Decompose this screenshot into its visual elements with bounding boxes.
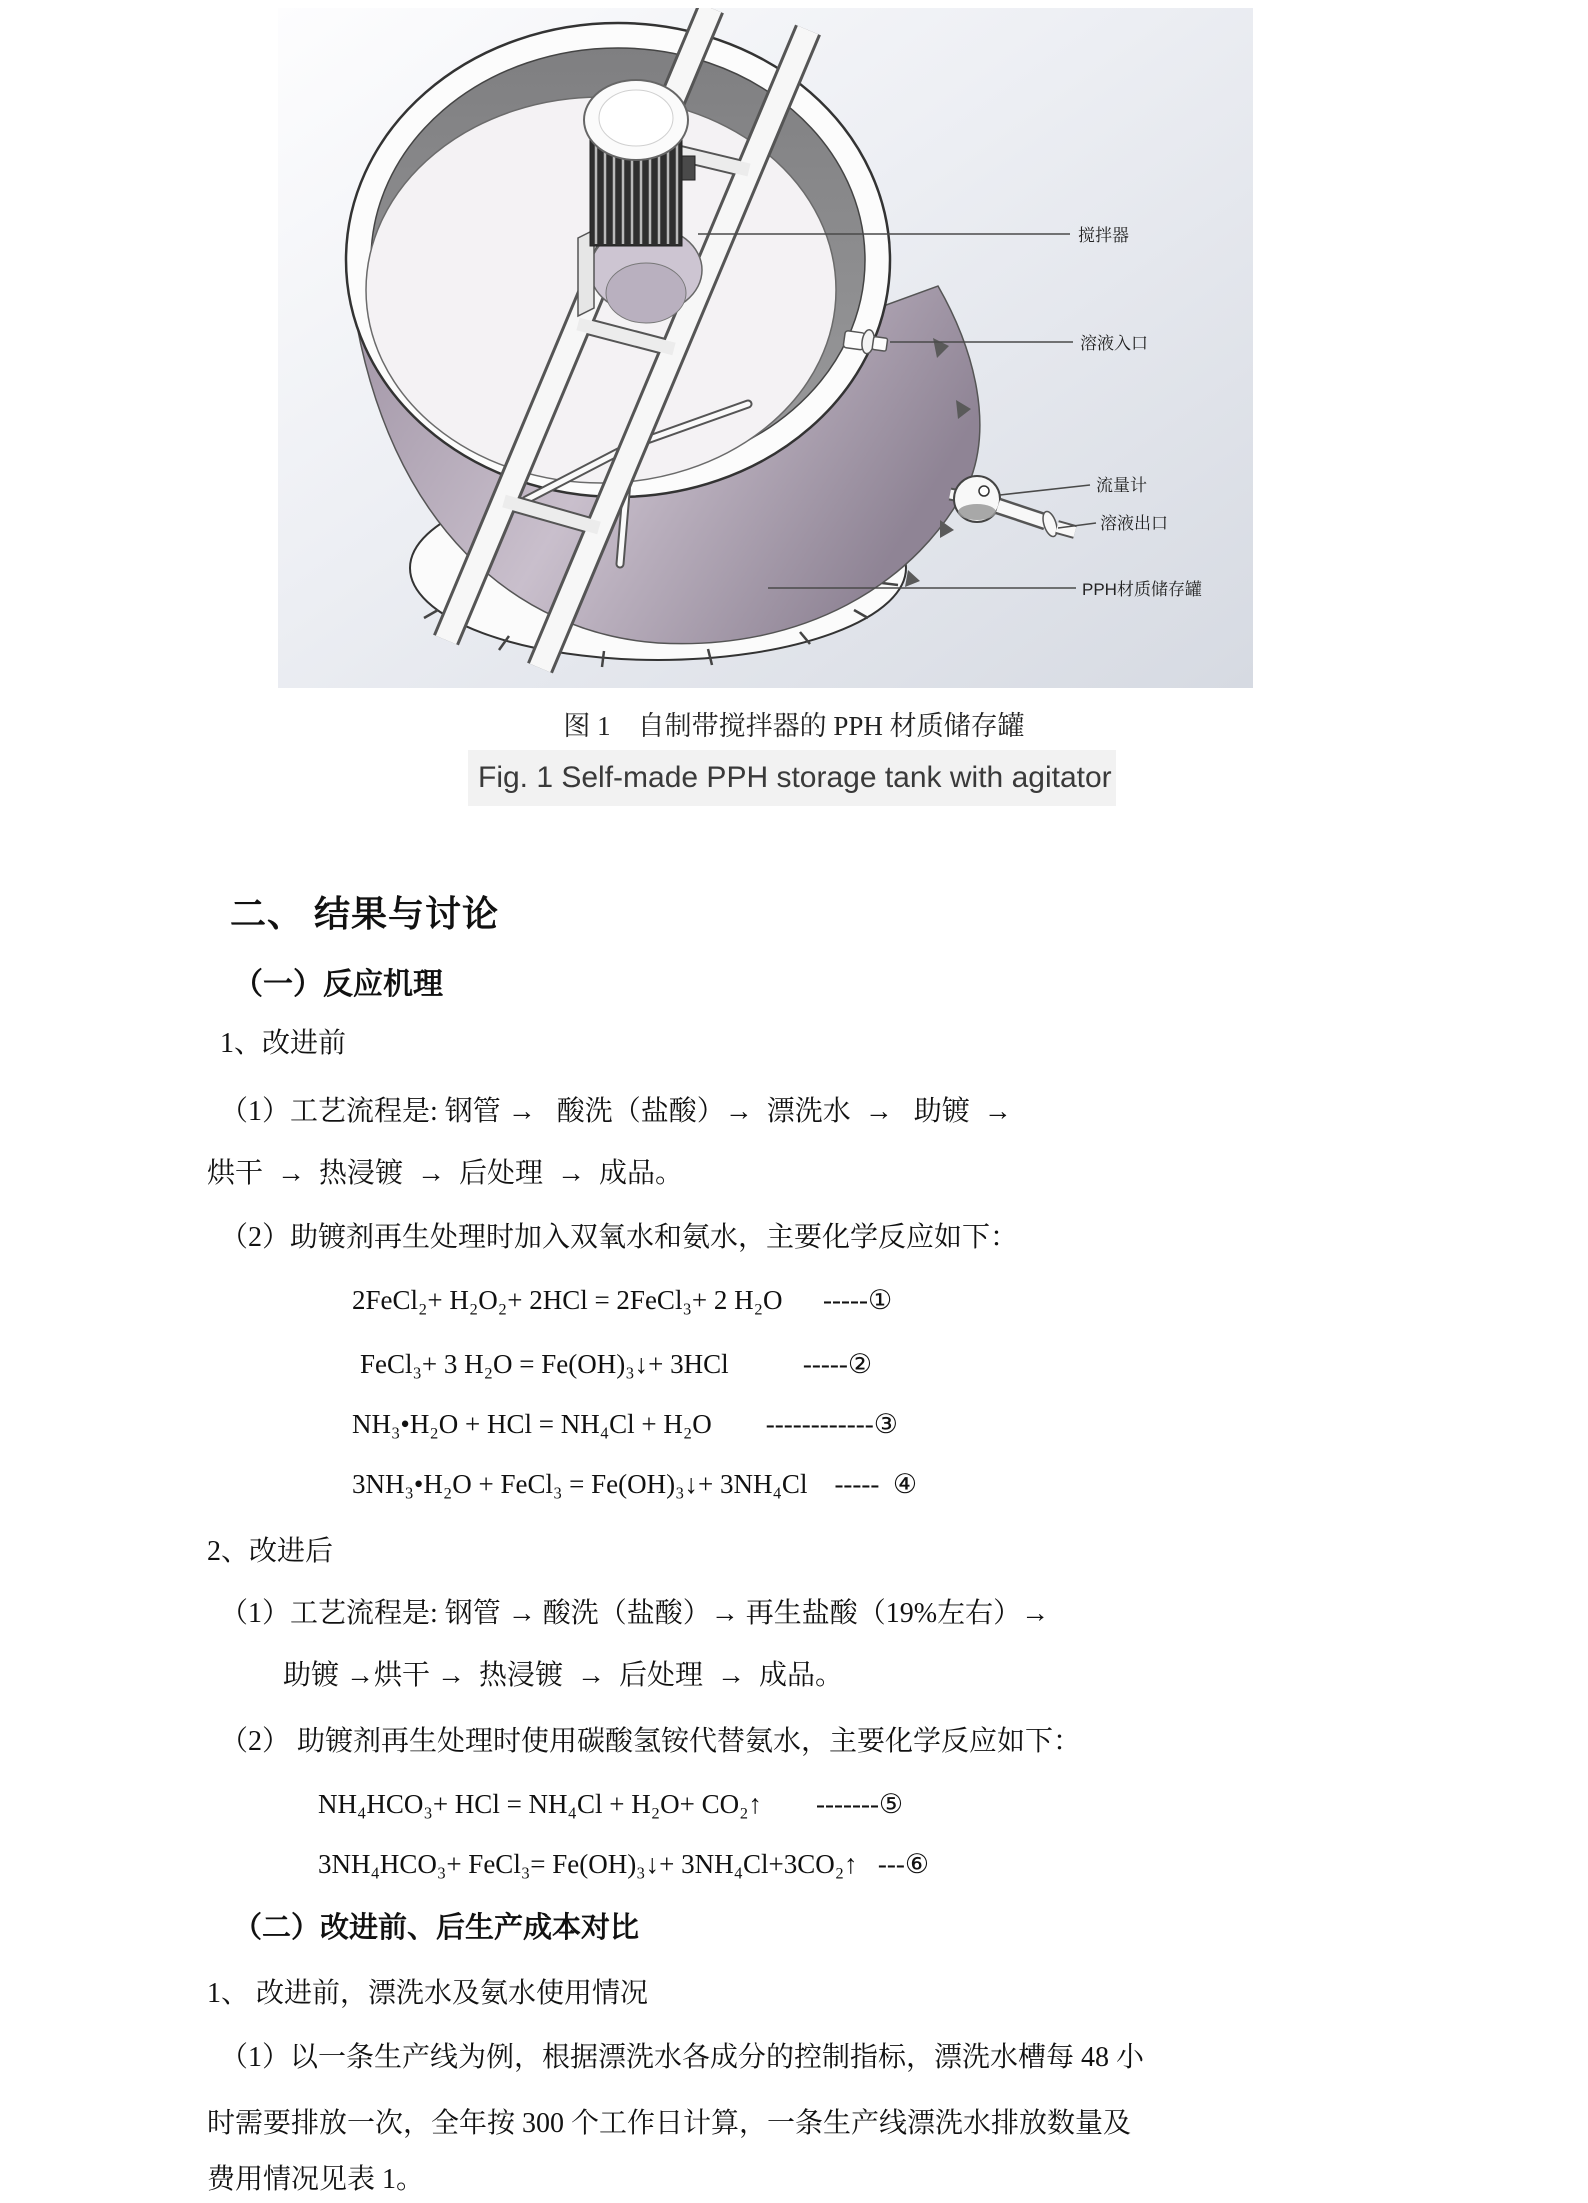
item-after-chemistry-intro: （2） 助镀剂再生处理时使用碳酸氢铵代替氨水，主要化学反应如下： [220, 1726, 1082, 1757]
process-flow-after-line2: 助镀 →烘干 → 热浸镀 → 后处理 → 成品。 [283, 1660, 844, 1691]
label-solution-inlet: 溶液入口 [1080, 334, 1148, 353]
item-before-improvement: 1、改进前 [220, 1028, 347, 1059]
label-agitator: 搅拌器 [1078, 226, 1129, 245]
figure-1 [278, 8, 1253, 688]
equation-4: 3NH₃•H₂O + FeCl₃ = Fe(OH)₃↓+ 3NH₄Cl ----- ④ [352, 1469, 918, 1499]
figure-caption-zh: 图 1 自制带搅拌器的 PPH 材质储存罐 [563, 711, 1025, 741]
paragraph-line3: 费用情况见表 1。 [207, 2164, 425, 2195]
label-flow-meter: 流量计 [1096, 476, 1147, 495]
paragraph-line1: （1）以一条生产线为例，根据漂洗水各成分的控制指标，漂洗水槽每 48 小 [220, 2042, 1145, 2073]
label-pph-tank: PPH材质储存罐 [1082, 580, 1202, 599]
equation-6: 3NH₄HCO₃+ FeCl₃= Fe(OH)₃↓+ 3NH₄Cl+3CO₂↑ ---⑥ [318, 1849, 930, 1879]
equation-5: NH₄HCO₃+ HCl = NH₄Cl + H₂O+ CO₂↑ -------⑤ [318, 1789, 904, 1819]
process-flow-before-line2: 烘干 → 热浸镀 → 后处理 → 成品。 [207, 1158, 684, 1189]
item-water-ammonia-usage: 1、 改进前，漂洗水及氨水使用情况 [207, 1978, 649, 2009]
subsection-cost-comparison: （二）改进前、后生产成本对比 [233, 1912, 640, 1944]
section-heading-results: 二、 结果与讨论 [230, 894, 500, 934]
equation-2: FeCl₃+ 3 H₂O = Fe(OH)₃↓+ 3HCl -----② [360, 1349, 873, 1379]
storage-tank-drawing [278, 8, 1253, 688]
equation-1: 2FeCl₂+ H₂O₂+ 2HCl = 2FeCl₃+ 2 H₂O -----① [352, 1285, 893, 1315]
item-after-improvement: 2、改进后 [207, 1536, 334, 1567]
item-before-chemistry-intro: （2）助镀剂再生处理时加入双氧水和氨水，主要化学反应如下： [220, 1222, 1019, 1253]
process-flow-before-line1: （1）工艺流程是: 钢管 → 酸洗（盐酸）→ 漂洗水 → 助镀 → [220, 1096, 1012, 1127]
equation-3: NH₃•H₂O + HCl = NH₄Cl + H₂O ------------③ [352, 1409, 898, 1439]
subsection-reaction-mechanism: （一）反应机理 [233, 968, 443, 1001]
label-solution-outlet: 溶液出口 [1100, 514, 1168, 533]
figure-caption-en: Fig. 1 Self-made PPH storage tank with agitator [468, 750, 1116, 806]
paragraph-line2: 时需要排放一次，全年按 300 个工作日计算，一条生产线漂洗水排放数量及 [207, 2108, 1132, 2139]
process-flow-after-line1: （1）工艺流程是: 钢管 → 酸洗（盐酸）→ 再生盐酸（19%左右）→ [220, 1598, 1050, 1629]
